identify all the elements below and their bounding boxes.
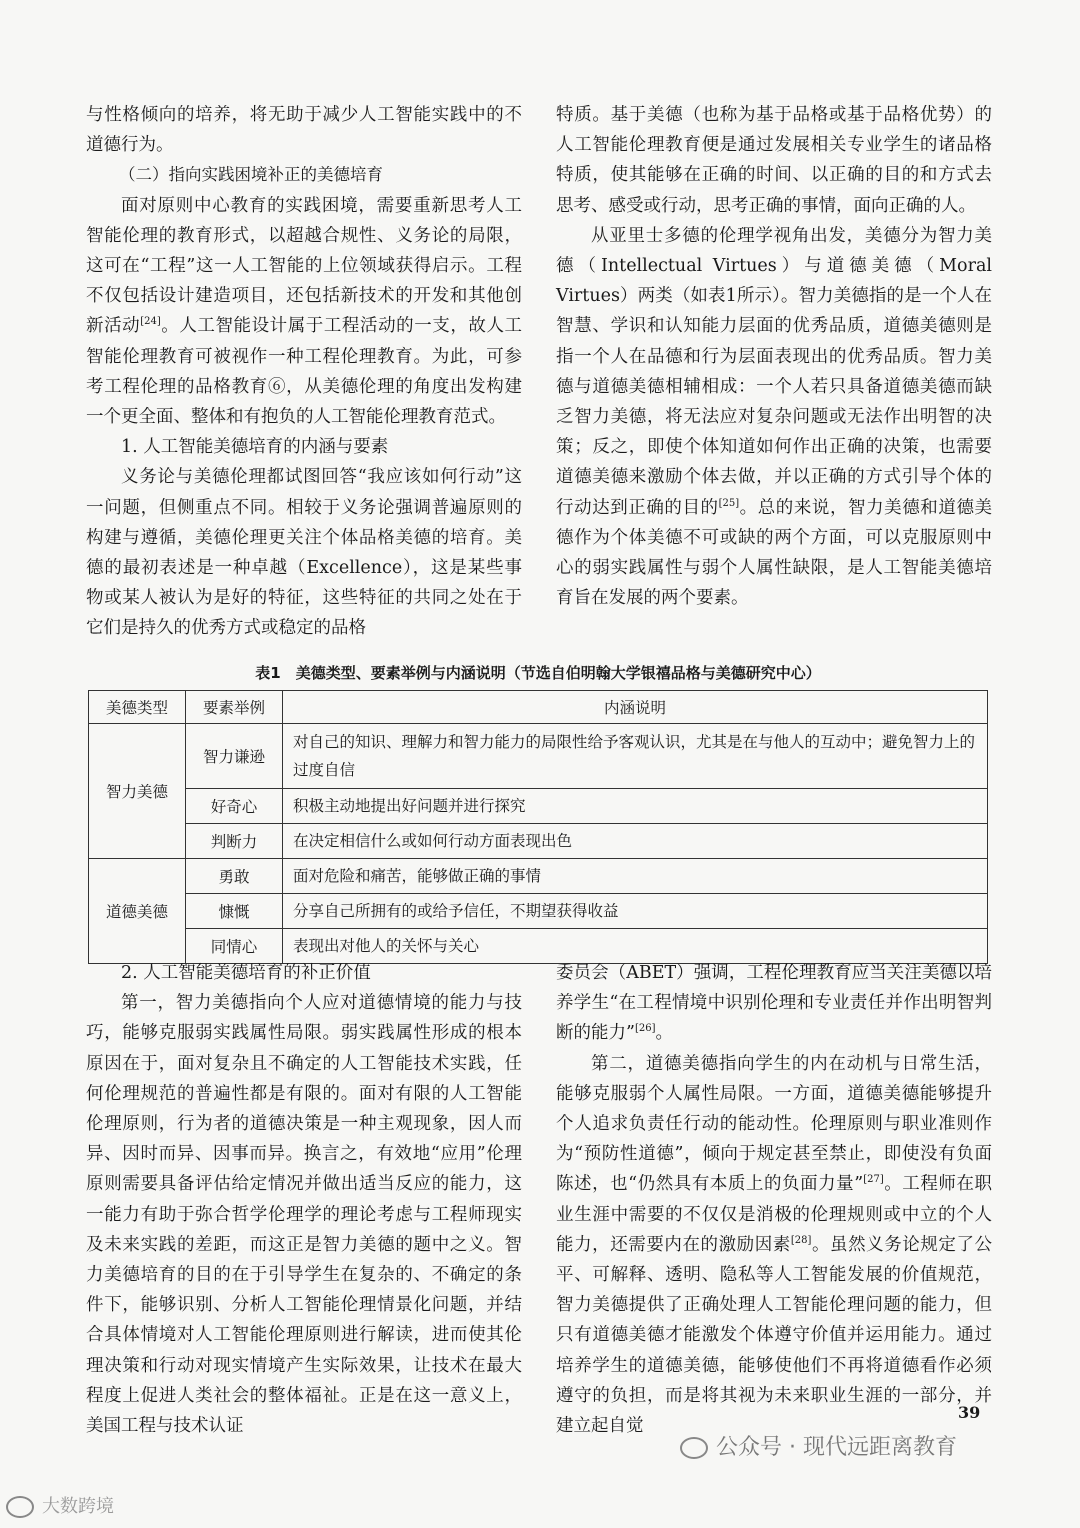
header-element: 要素举例 [186,691,283,724]
page-number: 39 [958,1403,981,1422]
table-header-row [89,691,988,724]
column-bottom-left [86,958,522,1441]
paragraph: 委员会（ABET）强调，工程伦理教育应当关注美德以培养学生“在工程情境中识别伦理和专业责任并作出明智判断的能力”[26]。 [556,963,992,1044]
watermark-brand: 大数跨境 [6,1492,114,1518]
element-cell: 勇敢 [186,859,283,894]
table-row [89,824,988,859]
table-row [89,894,988,929]
description-cell: 在决定相信什么或如何行动方面表现出色 [283,824,988,859]
column-top-left [86,100,522,644]
table-row [89,859,988,894]
table-row [89,789,988,824]
paragraph: 义务论与美德伦理都试图回答“我应该如何行动”这一问题，但侧重点不同。相较于义务论强调普遍原则的构建与遵循，美德伦理更关注个体品格美德的培育。美德的最初表述是一种卓越（Excellence），这是某些事物或某人被认为是好的特征，这些特征的共同之处在于它们是持久的优秀方式或稳定的品格 [86,467,522,639]
description-cell: 面对危险和痛苦，能够做正确的事情 [283,859,988,894]
paragraph: 与性格倾向的培养，将无助于减少人工智能实践中的不道德行为。 [86,105,522,156]
table-row [89,724,988,789]
header-type: 美德类型 [89,691,186,724]
wechat-icon [680,1437,708,1459]
description-cell: 分享自己所拥有的或给予信任，不期望获得收益 [283,894,988,929]
paragraph: 从亚里士多德的伦理学视角出发，美德分为智力美德（Intellectual Virtues）与道德美德（Moral Virtues）两类（如表1所示）。智力美德指的是一个人在智慧、学识和认知能力层面的优秀品质，道德美德则是指一个人在品德和行为层面表现出的优秀品质。智力美德与道德美德相辅相成：一个人若只具备道德美德而缺乏智力美德，将无法应对复杂问题或无法作出明智的决策；反之，即使个体知道如何作出正确的决策，也需要道德美德来激励个体去做，并以正确的方式引导个体的行动达到正确的目的[25]。总的来说，智力美德和道德美德作为个体美德不可或缺的两个方面，可以克服原则中心的弱实践属性与弱个人属性缺限，是人工智能美德培育旨在发展的两个要素。 [556,225,993,609]
header-description: 内涵说明 [283,691,988,724]
section-heading: （二）指向实践困境补正的美德培育 [119,165,383,185]
citation: [26] [634,1023,656,1035]
element-cell: 好奇心 [186,789,283,824]
element-cell: 智力谦逊 [186,724,283,789]
virtue-table [88,690,988,964]
column-bottom-right [556,958,992,1441]
paragraph: 面对原则中心教育的实践困境，需要重新思考人工智能伦理的教育形式，以超越合规性、义务论的局限，这可在“工程”这一人工智能的上位领域获得启示。工程不仅包括设计建造项目，还包括新技术的开发和其他创新活动[24]。人工智能设计属于工程活动的一支，故人工智能伦理教育可被视作一种工程伦理教育。为此，可参考工程伦理的品格教育⑥，从美德伦理的角度出发构建一个更全面、整体和有抱负的人工智能伦理教育范式。 [86,195,523,428]
element-cell: 慷慨 [186,894,283,929]
citation: [24] [140,316,161,328]
watermark-wechat: 公众号 · 现代远距离教育 [680,1430,957,1461]
subsection-heading: 2. 人工智能美德培育的补正价值 [121,963,371,983]
paragraph: 第一，智力美德指向个人应对道德情境的能力与技巧，能够克服弱实践属性局限。弱实践属性形成的根本原因在于，面对复杂且不确定的人工智能技术实践，任何伦理规范的普遍性都是有限的。面对有限的人工智能伦理原则，行为者的道德决策是一种主观现象，因人而异、因时而异、因事而异。换言之，有效地“应用”伦理原则需要具备评估给定情况并做出适当反应的能力，这一能力有助于弥合哲学伦理学的理论考虑与工程师现实及未来实践的差距，而这正是智力美德的题中之义。智力美德培育的目的在于引导学生在复杂的、不确定的条件下，能够识别、分析人工智能伦理情景化问题，并结合具体情境对人工智能伦理原则进行解读，进而使其伦理决策和行动对现实情境产生实际效果，让技术在最大程度上促进人类社会的整体福祉。正是在这一意义上，美国工程与技术认证 [86,993,522,1437]
element-cell: 同情心 [186,929,283,964]
subsection-heading: 1. 人工智能美德培育的内涵与要素 [121,437,389,458]
paragraph: 特质。基于美德（也称为基于品格或基于品格优势）的人工智能伦理教育便是通过发展相关专业学生的诸品格特质，使其能够在正确的时间、以正确的目的和方式去思考、感受或行动，思考正确的事情，面向正确的人。 [556,105,992,216]
citation: [27] [863,1174,884,1186]
description-cell: 对自己的知识、理解力和智力能力的局限性给予客观认识，尤其是在与他人的互动中；避免智力上的过度自信 [283,724,988,789]
citation: [28] [790,1235,812,1246]
virtue-type-cell: 智力美德 [89,724,186,859]
description-cell: 积极主动地提出好问题并进行探究 [283,789,988,824]
column-top-right [556,100,992,613]
virtue-type-cell: 道德美德 [89,859,186,964]
paragraph: 第二，道德美德指向学生的内在动机与日常生活，能够克服弱个人属性局限。一方面，道德美德能够提升个人追求负责任行动的能动性。伦理原则与职业准则作为“预防性道德”，倾向于规定甚至禁止，即使没有负面陈述，也“仍然具有本质上的负面力量”[27]。工程师在职业生涯中需要的不仅仅是消极的伦理规则或中立的个人能力，还需要内在的激励因素[28]。虽然义务论规定了公平、可解释、透明、隐私等人工智能发展的价值规范，智力美德提供了正确处理人工智能伦理问题的能力，但只有道德美德才能激发个体遵守价值并运用能力。通过培养学生的道德美德，能够使他们不再将道德看作必须遵守的负担，而是将其视为未来职业生涯的一部分，并建立起自觉 [556,1053,993,1437]
table-caption: 表1 美德类型、要素举例与内涵说明（节选自伯明翰大学银禧品格与美德研究中心） [255,664,821,682]
brand-logo-icon [6,1496,34,1518]
description-cell: 表现出对他人的关怀与关心 [283,929,988,964]
element-cell: 判断力 [186,824,283,859]
citation: [25] [718,497,740,509]
